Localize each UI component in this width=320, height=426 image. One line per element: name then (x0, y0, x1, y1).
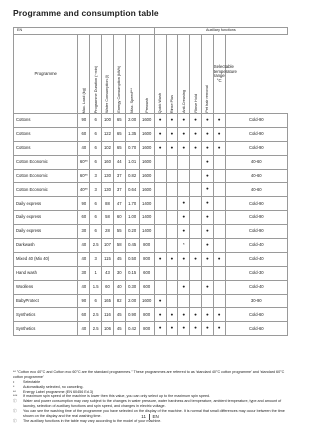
cell-speed: 0.42 (125, 322, 139, 336)
aux-function-marker: ● (166, 322, 178, 336)
column-header (154, 35, 166, 114)
aux-function-marker (166, 183, 178, 197)
aux-function-marker (166, 280, 178, 294)
footer-divider (149, 414, 150, 420)
aux-function-marker: ● (201, 252, 213, 266)
cell-speed: 1.00 (125, 211, 139, 225)
cell-load: 90 (78, 197, 90, 211)
aux-function-marker: ● (213, 322, 225, 336)
aux-function-marker (178, 266, 190, 280)
cell-dur: 6 (90, 155, 102, 169)
cell-energy: 47 (113, 197, 125, 211)
column-header (190, 35, 202, 114)
aux-function-marker: ● (178, 141, 190, 155)
cell-water: 130 (102, 169, 114, 183)
aux-function-marker: ● (213, 127, 225, 141)
cell-speed: 0.20 (125, 225, 139, 239)
aux-function-marker: ● (213, 308, 225, 322)
cell-energy: 58 (113, 239, 125, 253)
page-number: 11 (141, 414, 146, 420)
cell-spd2: 800 (139, 308, 154, 322)
temperature-range-header: Selectable temperature range °C (213, 35, 225, 114)
programme-name: BabyProtect (14, 294, 78, 308)
cell-spd2: 1600 (139, 114, 154, 128)
column-header (78, 35, 90, 114)
temperature-range: Cold-60 (225, 322, 287, 336)
column-header-label: Rinse Plus (169, 94, 174, 113)
cell-speed: 0.64 (125, 183, 139, 197)
programme-name: Cottons (14, 141, 78, 155)
column-header (102, 35, 114, 114)
aux-function-marker (178, 169, 190, 183)
cell-spd2: 800 (139, 322, 154, 336)
table-row (14, 322, 288, 336)
aux-function-marker (166, 197, 178, 211)
temperature-range: 40-60 (225, 183, 287, 197)
programme-name: Hand wash (14, 266, 78, 280)
cell-speed: 0.82 (125, 169, 139, 183)
temperature-range: Cold-30 (225, 266, 287, 280)
programme-name: Daily express (14, 225, 78, 239)
aux-function-marker (166, 239, 178, 253)
column-header-label: Water Consumption (l) (105, 75, 110, 113)
column-header (113, 35, 125, 114)
aux-function-marker (213, 155, 225, 169)
aux-function-marker: ● (166, 252, 178, 266)
cell-water: 28 (102, 225, 114, 239)
aux-function-marker: ● (213, 141, 225, 155)
aux-function-marker: ● (201, 197, 213, 211)
aux-function-marker (190, 225, 202, 239)
aux-function-marker (178, 155, 190, 169)
legend-symbol: ⓘ (13, 418, 17, 423)
aux-function-marker: ● (201, 280, 213, 294)
temperature-range: 40-60 (225, 169, 287, 183)
column-header (201, 35, 213, 114)
cell-energy: 40 (113, 280, 125, 294)
programme-name: Cotton Economic (14, 183, 78, 197)
temperature-range: Cold-60 (225, 308, 287, 322)
column-header (166, 35, 178, 114)
aux-function-marker: ● (154, 322, 166, 336)
cell-dur: 3 (90, 252, 102, 266)
legend-text: The auxiliary functions in the table may vary according to the model of your machine. (23, 418, 162, 423)
page-footer (0, 414, 300, 420)
table-row (14, 211, 288, 225)
cell-dur: 6 (90, 294, 102, 308)
aux-function-marker (154, 197, 166, 211)
cell-speed: 0.45 (125, 239, 139, 253)
cell-load: 40** (78, 183, 90, 197)
aux-function-marker (154, 239, 166, 253)
aux-function-marker: ● (178, 252, 190, 266)
cell-load: 40 (78, 141, 90, 155)
cell-dur: 2.5 (90, 239, 102, 253)
aux-function-marker (154, 211, 166, 225)
aux-function-marker: ● (154, 252, 166, 266)
aux-function-marker: ● (190, 252, 202, 266)
aux-function-marker (190, 197, 202, 211)
temperature-range: Cold-90 (225, 211, 287, 225)
temperature-range: Cold-90 (225, 114, 287, 128)
cell-dur: 2.5 (90, 322, 102, 336)
cell-dur: 6 (90, 114, 102, 128)
aux-function-marker (213, 266, 225, 280)
temperature-range: Cold-90 (225, 141, 287, 155)
cell-water: 165 (102, 294, 114, 308)
cell-energy: 60 (113, 211, 125, 225)
aux-function-marker: ● (154, 141, 166, 155)
aux-function-marker (154, 280, 166, 294)
cell-speed: 2.00 (125, 294, 139, 308)
cell-speed: 1.01 (125, 155, 139, 169)
column-header-label: Pet hair removal (205, 85, 210, 113)
cell-water: 100 (102, 114, 114, 128)
programme-name: Cotton Economic (14, 155, 78, 169)
aux-function-marker (154, 225, 166, 239)
aux-function-marker (213, 225, 225, 239)
aux-function-marker (154, 266, 166, 280)
legend-symbol: ⓘ (13, 408, 17, 413)
column-header-label: Max. Speed*** (130, 88, 135, 113)
cell-dur: 6 (90, 127, 102, 141)
aux-function-marker: ● (154, 294, 166, 308)
column-header-label: Energy Consumption (kWh) (117, 66, 122, 113)
aux-function-marker (166, 294, 178, 308)
temperature-range: Cold-40 (225, 280, 287, 294)
aux-function-marker: ● (201, 155, 213, 169)
aux-function-marker: ● (154, 114, 166, 128)
aux-function-marker (166, 155, 178, 169)
cell-water: 106 (102, 322, 114, 336)
aux-function-marker (201, 266, 213, 280)
column-header (90, 35, 102, 114)
aux-function-marker: ● (201, 322, 213, 336)
lang-label: EN (14, 28, 155, 35)
cell-energy: 30 (113, 266, 125, 280)
programme-name: Daily express (14, 197, 78, 211)
cell-water: 43 (102, 266, 114, 280)
aux-function-marker: ● (166, 308, 178, 322)
cell-dur: 3 (90, 169, 102, 183)
cell-load: 60 (78, 211, 90, 225)
table-row (14, 294, 288, 308)
aux-function-marker (154, 169, 166, 183)
aux-function-marker: ● (201, 308, 213, 322)
cell-speed: 0.90 (125, 308, 139, 322)
aux-function-marker: ● (190, 114, 202, 128)
aux-function-marker (213, 239, 225, 253)
table-row (14, 183, 288, 197)
table-row (14, 252, 288, 266)
aux-function-marker (166, 225, 178, 239)
aux-function-marker: ● (213, 114, 225, 128)
cell-spd2: 1600 (139, 183, 154, 197)
temperature-range: 40-60 (225, 155, 287, 169)
legend-text: You can see the washing time of the programme you have selected on the display of the machine. It is normal that small differences may occur between the time shown on the display and the real washing time. (23, 408, 285, 418)
aux-function-marker: ● (154, 127, 166, 141)
cell-load: 60** (78, 169, 90, 183)
aux-function-marker: ● (178, 322, 190, 336)
aux-function-marker (190, 211, 202, 225)
legend-symbol: *** (13, 394, 18, 399)
cell-energy: 44 (113, 155, 125, 169)
cell-load: 40 (78, 322, 90, 336)
table-row (14, 239, 288, 253)
table-row (14, 141, 288, 155)
aux-function-marker (190, 294, 202, 308)
legend-symbol: ⓘ (13, 399, 17, 404)
aux-function-marker: ● (201, 225, 213, 239)
cell-spd2: 800 (139, 239, 154, 253)
cell-load: 60** (78, 155, 90, 169)
aux-function-marker: ● (190, 322, 202, 336)
cell-dur: 2.5 (90, 308, 102, 322)
aux-function-marker: ● (201, 183, 213, 197)
cell-energy: 65 (113, 127, 125, 141)
cell-water: 122 (102, 127, 114, 141)
cell-energy: 65 (113, 141, 125, 155)
cell-water: 102 (102, 141, 114, 155)
table-row (14, 155, 288, 169)
temperature-range: Cold-40 (225, 252, 287, 266)
cell-water: 60 (102, 280, 114, 294)
aux-function-marker: ● (201, 141, 213, 155)
aux-function-marker: ● (166, 127, 178, 141)
aux-function-marker (213, 294, 225, 308)
aux-function-marker: ● (201, 114, 213, 128)
cell-spd2: 600 (139, 280, 154, 294)
aux-function-marker (154, 183, 166, 197)
aux-function-marker: ● (178, 197, 190, 211)
aux-function-marker: ● (178, 308, 190, 322)
aux-function-marker (213, 280, 225, 294)
aux-function-marker (166, 266, 178, 280)
cell-dur: 6 (90, 141, 102, 155)
legend-text: Automatically selected, no canceling. (23, 384, 84, 389)
aux-function-marker: ● (190, 141, 202, 155)
aux-function-marker (213, 169, 225, 183)
cell-dur: 1.5 (90, 280, 102, 294)
temperature-range: Cold-40 (225, 239, 287, 253)
cell-energy: 55 (113, 225, 125, 239)
programme-name: Daily express (14, 211, 78, 225)
table-row (14, 225, 288, 239)
cell-speed: 1.70 (125, 197, 139, 211)
cell-dur: 1 (90, 266, 102, 280)
cell-speed: 1.35 (125, 127, 139, 141)
aux-function-marker (166, 211, 178, 225)
aux-function-marker: ● (178, 280, 190, 294)
cell-speed: 0.50 (125, 252, 139, 266)
table-row (14, 197, 288, 211)
cell-water: 116 (102, 308, 114, 322)
column-header-label: Prewash (144, 98, 149, 113)
cell-load: 90 (78, 114, 90, 128)
cell-energy: 37 (113, 169, 125, 183)
cell-energy: 65 (113, 114, 125, 128)
cell-load: 60 (78, 127, 90, 141)
aux-function-marker: ● (190, 308, 202, 322)
temperature-range: 30-90 (225, 294, 287, 308)
cell-energy: 45 (113, 308, 125, 322)
cell-load: 40 (78, 252, 90, 266)
cell-load: 60 (78, 308, 90, 322)
aux-function-marker: ● (201, 127, 213, 141)
aux-function-marker (190, 183, 202, 197)
programme-name: Synthetics (14, 322, 78, 336)
legend-text: Energy Label programme (EN 60456 Ed.3) (23, 389, 94, 394)
aux-function-marker: ● (190, 127, 202, 141)
cell-water: 160 (102, 155, 114, 169)
cell-dur: 6 (90, 197, 102, 211)
aux-function-marker: ● (178, 127, 190, 141)
cell-speed: 0.70 (125, 141, 139, 155)
legend-text: Selectable (23, 380, 41, 384)
table-row (14, 308, 288, 322)
table-row (14, 280, 288, 294)
cell-spd2: 1400 (139, 225, 154, 239)
aux-function-marker (213, 197, 225, 211)
column-header-label: Anti-Creasing (181, 89, 186, 113)
aux-function-marker (178, 294, 190, 308)
cell-speed: 0.15 (125, 266, 139, 280)
aux-function-marker (178, 183, 190, 197)
temperature-range: Cold-90 (225, 197, 287, 211)
legend-symbol: • (13, 380, 15, 384)
aux-function-marker: ● (201, 239, 213, 253)
column-header-label: Rinse Hold (193, 94, 198, 113)
column-header (178, 35, 190, 114)
cell-spd2: 1400 (139, 211, 154, 225)
temperature-range: Cold-90 (225, 225, 287, 239)
aux-function-marker: * (178, 239, 190, 253)
aux-function-marker: ● (213, 252, 225, 266)
programme-name: Woollens (14, 280, 78, 294)
aux-function-marker (190, 155, 202, 169)
programme-name: Synthetics (14, 308, 78, 322)
cell-energy: 45 (113, 322, 125, 336)
aux-function-marker: ● (154, 308, 166, 322)
table-row (14, 127, 288, 141)
page-title: Programme and consumption table (13, 8, 159, 18)
cell-spd2: 1600 (139, 155, 154, 169)
temperature-range: Cold-90 (225, 127, 287, 141)
cell-load: 90 (78, 294, 90, 308)
aux-function-marker: ● (178, 114, 190, 128)
aux-function-marker (213, 211, 225, 225)
cell-dur: 6 (90, 211, 102, 225)
legend-symbol: ** (13, 389, 16, 394)
cell-speed: 0.30 (125, 280, 139, 294)
programme-header: Programme (14, 35, 78, 114)
legend-text: Water and power consumption may vary subject to the changes in water pressure, water hardness and temperature, ambient temperature, type and amount of laundry, selection of auxiliary functions and spin speed, and changes in electric voltage. (23, 399, 282, 409)
table-row (14, 114, 288, 128)
programme-name: Darkwash (14, 239, 78, 253)
cell-spd2: 1600 (139, 127, 154, 141)
programme-name: Cottons (14, 127, 78, 141)
legend-text: If maximum spin speed of the machine is lower then this value, you can only select up to the maximum spin speed. (23, 394, 211, 399)
programme-name: Mixed 40 (Mix 40) (14, 252, 78, 266)
cell-dur: 3 (90, 183, 102, 197)
legend-item (13, 399, 288, 409)
cell-load: 40 (78, 239, 90, 253)
cell-energy: 45 (113, 252, 125, 266)
aux-function-marker (154, 155, 166, 169)
table-row (14, 169, 288, 183)
cell-spd2: 800 (139, 252, 154, 266)
table-row (14, 266, 288, 280)
programme-table (13, 27, 288, 336)
cell-water: 88 (102, 197, 114, 211)
footnote: ** "Cotton eco 40°C and Cotton eco 60°C are the standard programmes." These programmes are referred to as 'standard 40°C cotton programme' and 'standard 60°C cotton programme' (13, 370, 285, 379)
cell-speed: 2.00 (125, 114, 139, 128)
footer-lang: EN (152, 414, 159, 420)
aux-function-marker (190, 280, 202, 294)
aux-function-marker: ● (201, 211, 213, 225)
programme-name: Cottons (14, 114, 78, 128)
programme-name: Cotton Economic (14, 169, 78, 183)
column-header (139, 35, 154, 114)
legend-symbol: * (13, 384, 15, 389)
aux-function-marker (166, 169, 178, 183)
column-header (125, 35, 139, 114)
aux-function-marker: ● (166, 141, 178, 155)
aux-function-marker: ● (166, 114, 178, 128)
cell-water: 115 (102, 252, 114, 266)
cell-dur: 6 (90, 225, 102, 239)
cell-spd2: 1400 (139, 197, 154, 211)
column-header-label: Quick Wash (158, 92, 163, 113)
cell-load: 30 (78, 225, 90, 239)
aux-function-marker (190, 169, 202, 183)
aux-functions-header: Auxiliary functions (154, 28, 287, 35)
cell-energy: 82 (113, 294, 125, 308)
cell-spd2: 600 (139, 266, 154, 280)
cell-load: 40 (78, 280, 90, 294)
aux-function-marker: ● (201, 169, 213, 183)
aux-function-marker: ● (178, 211, 190, 225)
cell-load: 30 (78, 266, 90, 280)
cell-spd2: 1600 (139, 169, 154, 183)
cell-energy: 37 (113, 183, 125, 197)
column-header-label: Max. Load (kg) (81, 87, 86, 113)
aux-function-marker (213, 183, 225, 197)
cell-water: 130 (102, 183, 114, 197)
aux-function-marker (201, 294, 213, 308)
cell-water: 107 (102, 239, 114, 253)
column-header-label: Programme Duration (~min) (93, 65, 98, 113)
cell-spd2: 1600 (139, 294, 154, 308)
aux-function-marker (190, 266, 202, 280)
cell-spd2: 1600 (139, 141, 154, 155)
aux-function-marker: ● (178, 225, 190, 239)
aux-function-marker (190, 239, 202, 253)
cell-water: 58 (102, 211, 114, 225)
